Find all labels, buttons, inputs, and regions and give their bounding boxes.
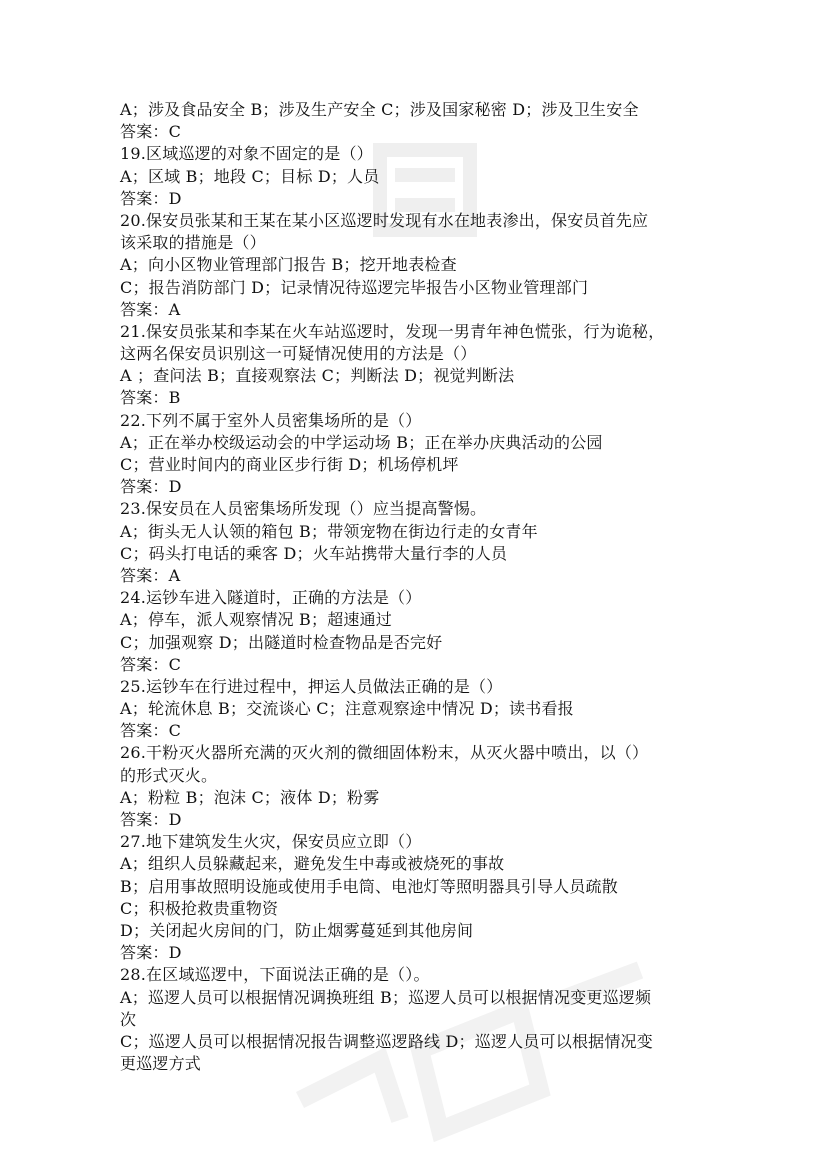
- option-line: A；区域 B；地段 C；目标 D；人员: [120, 166, 380, 186]
- option-line: A；街头无人认领的箱包 B；带领宠物在街边行走的女青年: [120, 521, 538, 541]
- answer-line: 答案：C: [120, 654, 182, 674]
- document-body: [120, 99, 720, 1075]
- answer-line: 答案：B: [120, 388, 181, 408]
- answer-line: 答案：D: [120, 810, 182, 829]
- question-22: 22.下列不属于室外人员密集场所的是（）: [120, 410, 422, 430]
- option-line: A；粉粒 B；泡沫 C；液体 D；粉雾: [120, 787, 380, 807]
- option-line: A；轮流休息 B；交流谈心 C；注意观察途中情况 D；读书看报: [120, 699, 574, 719]
- question-21: 21.保安员张某和李某在火车站巡逻时，发现一男青年神色慌张，行为诡秘，: [120, 321, 665, 341]
- answer-line: 答案：A: [120, 565, 181, 585]
- option-line: C；加强观察 D；出隧道时检查物品是否完好: [120, 632, 443, 652]
- option-line: D；关闭起火房间的门，防止烟雾蔓延到其他房间: [120, 920, 474, 940]
- option-line: C；码头打电话的乘客 D；火车站携带大量行李的人员: [120, 543, 508, 563]
- question-25: 25.运钞车在行进过程中，押运人员做法正确的是（）: [120, 676, 503, 696]
- question-26-continued: 的形式灭火。: [120, 765, 218, 785]
- option-line: A ；查问法 B；直接观察法 C；判断法 D；视觉判断法: [120, 366, 515, 386]
- option-line: C；报告消防部门 D；记录情况待巡逻完毕报告小区物业管理部门: [120, 277, 589, 297]
- question-27: 27.地下建筑发生火灾，保安员应立即（）: [120, 832, 422, 852]
- option-line: C；营业时间内的商业区步行街 D；机场停机坪: [120, 455, 459, 474]
- option-line: C；积极抢救贵重物资: [120, 898, 279, 918]
- option-line: A；正在举办校级运动会的中学运动场 B；正在举办庆典活动的公园: [120, 432, 603, 452]
- option-line: A；停车，派人观察情况 B；超速通过: [120, 610, 392, 630]
- question-24: 24.运钞车进入隧道时，正确的方法是（）: [120, 588, 422, 608]
- answer-line: 答案：A: [120, 299, 181, 319]
- option-line-continued: 次: [120, 1009, 137, 1029]
- question-20-continued: 该采取的措施是（）: [120, 233, 266, 253]
- question-28: 28.在区域巡逻中，下面说法正确的是（）。: [120, 965, 430, 985]
- answer-line: 答案：D: [120, 188, 182, 208]
- answer-line: 答案：D: [120, 477, 182, 497]
- option-line-continued: 更巡逻方式: [120, 1054, 202, 1074]
- answer-line: 答案：C: [120, 122, 182, 142]
- question-23: 23.保安员在人员密集场所发现（）应当提高警惕。: [120, 499, 487, 519]
- option-line: A；组织人员躲藏起来，避免发生中毒或被烧死的事故: [120, 854, 505, 874]
- option-line: A；巡逻人员可以根据情况调换班组 B；巡逻人员可以根据情况变更巡逻频: [120, 987, 652, 1007]
- option-line: C；巡逻人员可以根据情况报告调整巡逻路线 D；巡逻人员可以根据情况变: [120, 1031, 653, 1051]
- option-line: A；向小区物业管理部门报告 B；挖开地表检查: [120, 255, 457, 275]
- answer-line: 答案：D: [120, 943, 182, 963]
- answer-line: 答案：C: [120, 721, 182, 741]
- option-line: A；涉及食品安全 B；涉及生产安全 C；涉及国家秘密 D；涉及卫生安全: [120, 100, 639, 119]
- question-20: 20.保安员张某和王某在某小区巡逻时发现有水在地表渗出，保安员首先应: [120, 210, 649, 230]
- question-19: 19.区域巡逻的对象不固定的是（）: [120, 144, 373, 164]
- question-21-continued: 这两名保安员识别这一可疑情况使用的方法是（）: [120, 344, 477, 364]
- question-26: 26.干粉灭火器所充满的灭火剂的微细固体粉末，从灭火器中喷出，以（）: [120, 743, 649, 763]
- option-line: B；启用事故照明设施或使用手电筒、电池灯等照明器具引导人员疏散: [120, 876, 618, 896]
